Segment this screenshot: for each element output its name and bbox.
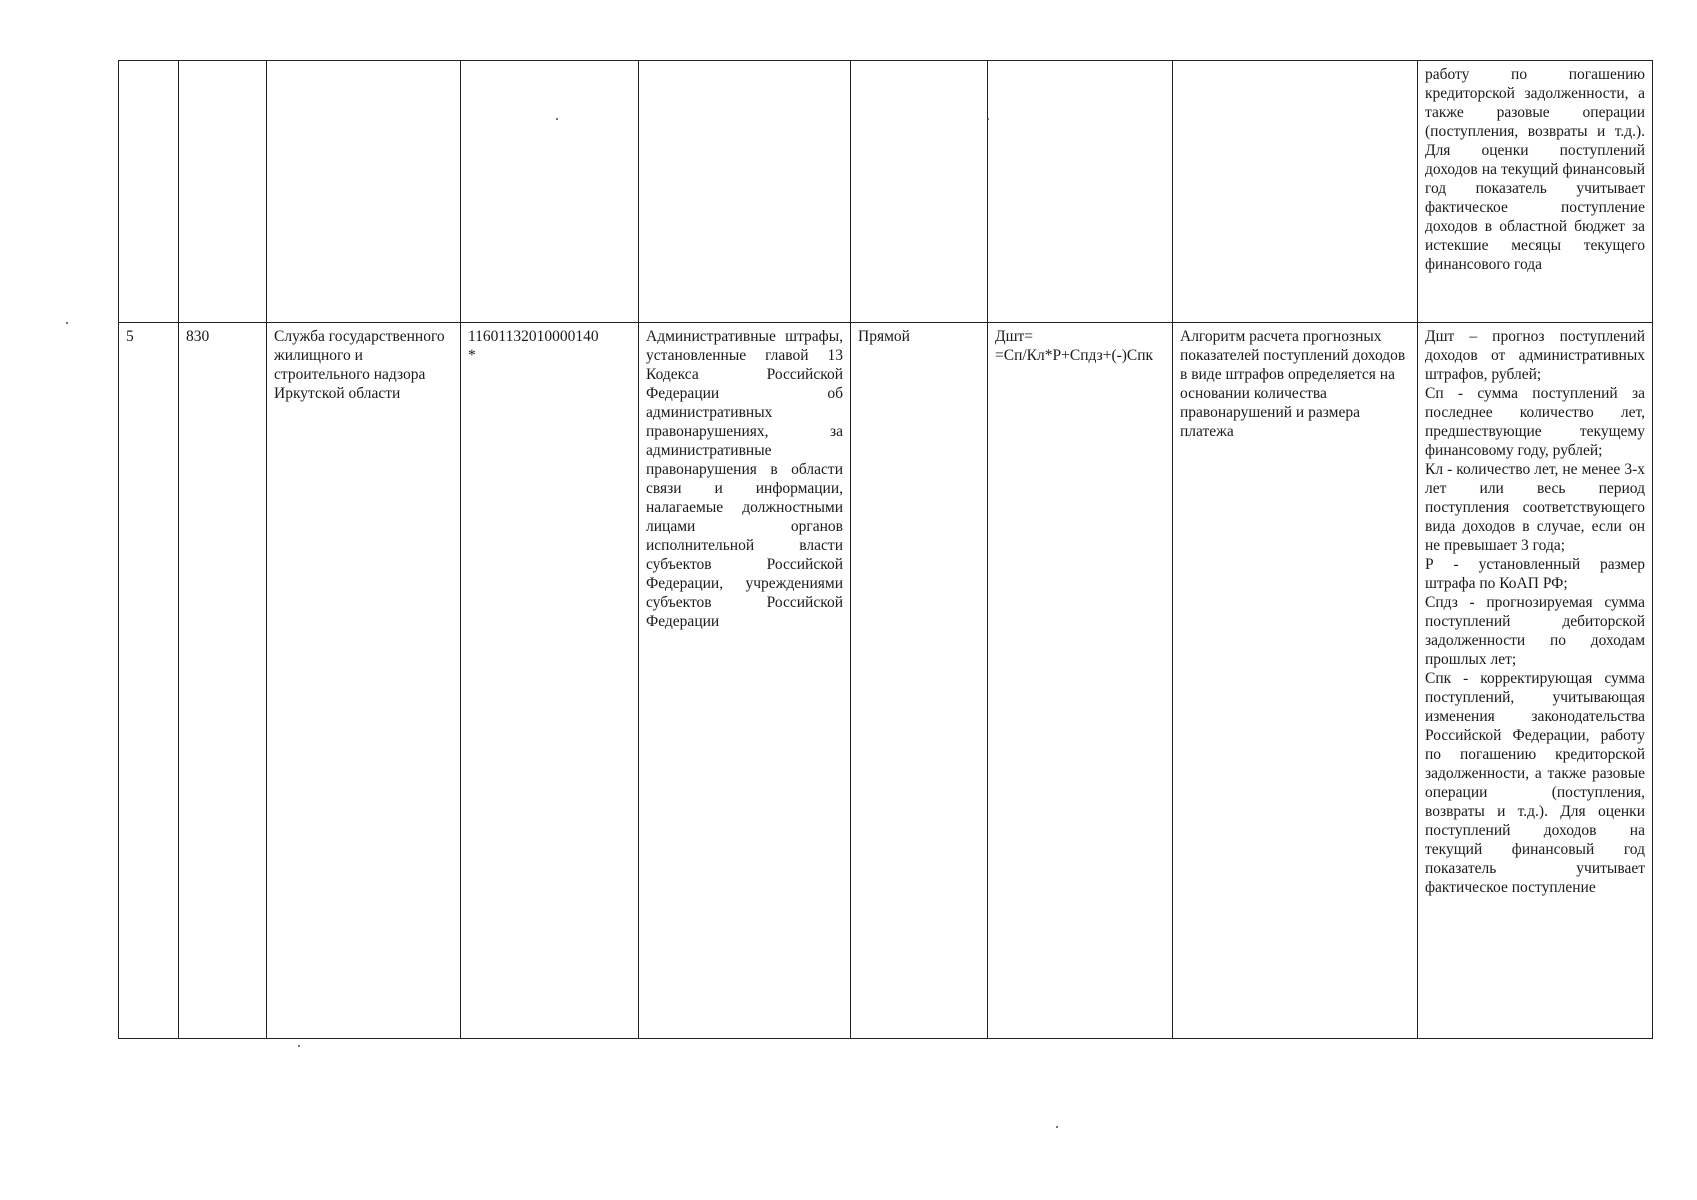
cell-empty (988, 61, 1173, 323)
scan-speck (1056, 1126, 1058, 1128)
description-line: Спдз - прогнозируемая сумма поступлений дебиторской задолженности по доходам прошлых лет; (1425, 594, 1645, 668)
cell-empty (1173, 61, 1418, 323)
cell-forecast-method: Прямой (851, 323, 988, 1039)
description-line: Дшт – прогноз поступлений доходов от административных штрафов, рублей; (1425, 328, 1645, 383)
cell-admin-code: 830 (179, 323, 267, 1039)
cell-empty (639, 61, 851, 323)
cell-empty (179, 61, 267, 323)
kbk-code-line: 11601132010000140 (468, 328, 599, 345)
cell-revenue-name: Административные штрафы, установленные главой 13 Кодекса Российской Федерации об административных правонарушениях, за административные правонарушения в области связи и информации, налагаемые должностными лицами органов исполнительной власти субъектов Российской Федерации, учреждениями субъектов Российской Федерации (639, 323, 851, 1039)
cell-empty (851, 61, 988, 323)
formula-line: =Сп/Кл*Р+Спдз+(-)Спк (995, 347, 1154, 364)
cell-empty (119, 61, 179, 323)
cell-formula (988, 323, 1173, 1039)
cell-empty (461, 61, 639, 323)
description-line: Спк - корректирующая сумма поступлений, учитывающая изменения законодательства Российской Федерации, работу по погашению кредиторской задолженности, а также разовые операции (поступления, возвраты и т.д.). Для оценки поступлений доходов на текущий финансовый год показатель учитывает фактическое поступление (1425, 670, 1645, 896)
formula-line: Дшт= (995, 328, 1034, 345)
kbk-code-footnote-mark: * (468, 347, 476, 364)
cell-algorithm: Алгоритм расчета прогнозных показателей поступлений доходов в виде штрафов определяется на основании количества правонарушений и размера платежа (1173, 323, 1418, 1039)
scan-speck (66, 322, 68, 324)
description-line: Сп - сумма поступлений за последнее количество лет, предшествующие текущему финансовому году, рублей; (1425, 385, 1645, 459)
cell-empty (267, 61, 461, 323)
description-line: Р - установленный размер штрафа по КоАП РФ; (1425, 556, 1645, 592)
table-row (119, 323, 1653, 1039)
revenue-forecast-table (118, 60, 1653, 1039)
cell-kbk-code (461, 323, 639, 1039)
scan-speck (298, 1045, 300, 1047)
cell-row-number: 5 (119, 323, 179, 1039)
description-line: Кл - количество лет, не менее 3-х лет или весь период поступления соответствующего вида доходов в случае, если он не превышает 3 года; (1425, 461, 1645, 554)
scan-speck (556, 118, 558, 120)
cell-administrator-name: Служба государственного жилищного и строительного надзора Иркутской области (267, 323, 461, 1039)
cell-description (1418, 323, 1653, 1039)
cell-description-continued: работу по погашению кредиторской задолженности, а также разовые операции (поступления, возвраты и т.д.). Для оценки поступлений доходов на текущий финансовый год показатель учитывает фактическое поступление доходов в областной бюджет за истекшие месяцы текущего финансового года (1418, 61, 1653, 323)
table-row-continuation (119, 61, 1653, 323)
scan-speck (987, 118, 989, 120)
